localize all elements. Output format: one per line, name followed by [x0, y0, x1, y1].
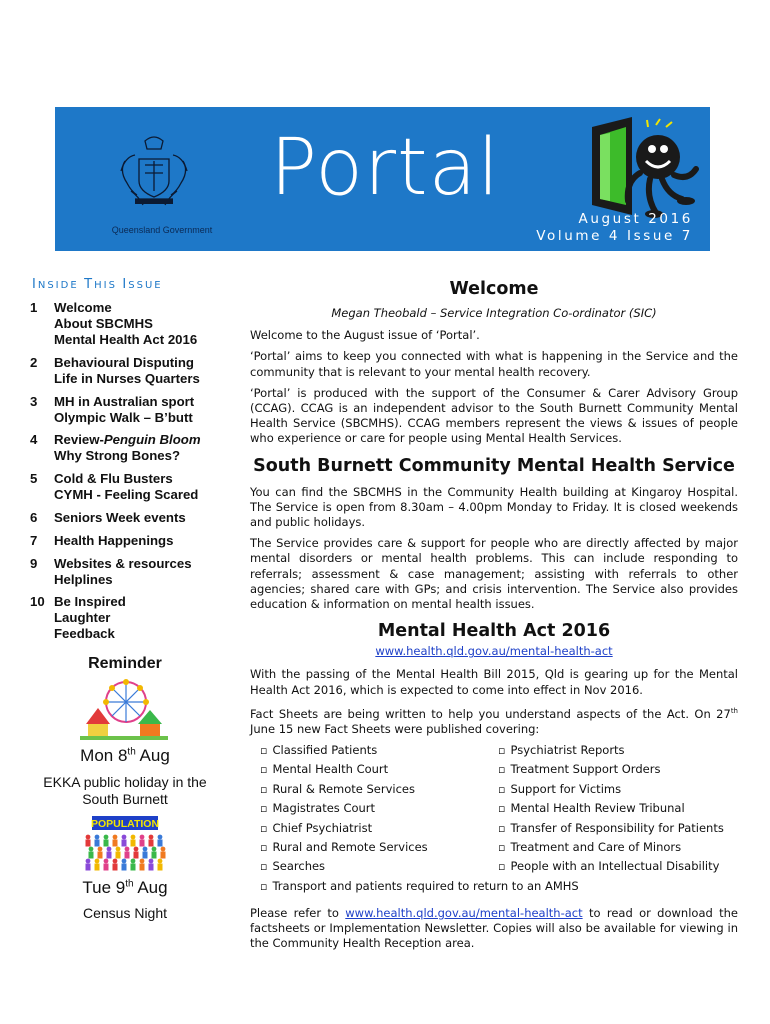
issue-volume: Volume 4 Issue 7 — [536, 228, 693, 244]
event-month: Aug — [133, 878, 168, 897]
person-figure — [143, 847, 148, 859]
person-figure — [86, 835, 91, 847]
welcome-byline: Megan Theobald – Service Integration Co-ordinator (SIC) — [331, 306, 657, 320]
factsheets-link[interactable]: www.health.qld.gov.au/mental-health-act — [345, 906, 583, 921]
ferris-wheel-icon — [80, 678, 168, 740]
fact-sheet-item: ▫ Mental Health Review Tribunal — [488, 801, 738, 816]
person-figure — [140, 859, 145, 871]
person-figure — [161, 847, 166, 859]
closing-text: Please refer to — [250, 906, 346, 921]
toc-entries — [54, 300, 197, 348]
main-content — [250, 278, 738, 958]
toc-entries — [54, 594, 126, 642]
fact-sheet-list — [250, 743, 738, 894]
event-day: Mon 8 — [80, 746, 128, 765]
person-figure — [89, 847, 94, 859]
toc-page-number: 7 — [30, 532, 38, 548]
person-figure — [140, 835, 145, 847]
toc-entries — [54, 394, 194, 426]
person-figure — [158, 859, 163, 871]
toc-page-number: 2 — [30, 354, 38, 370]
event-month: Aug — [135, 746, 170, 765]
toc-entry: Helplines — [54, 571, 113, 587]
fact-sheet-item: ▫ Rural and Remote Services — [250, 840, 488, 855]
newsletter-title: Portal — [270, 123, 501, 213]
person-figure — [107, 847, 112, 859]
toc-entry: Health Happenings — [54, 532, 174, 548]
toc-entry: Why Strong Bones? — [54, 448, 181, 464]
toc-page-number: 5 — [30, 471, 38, 487]
person-figure — [152, 847, 157, 859]
toc-entry: Life in Nurses Quarters — [54, 370, 200, 386]
fact-sheet-item: ▫ Support for Victims — [488, 782, 738, 797]
toc-entry: CYMH - Feeling Scared — [54, 487, 199, 503]
person-figure — [86, 859, 91, 871]
inside-this-issue-heading: INSIDE THIS ISSUE — [32, 277, 163, 292]
fact-sheet-item: ▫ Magistrates Court — [250, 801, 488, 816]
person-figure — [104, 859, 109, 871]
toc-entry: Welcome — [54, 300, 112, 315]
ordinal-suffix: th — [730, 706, 738, 715]
toc-entry: Behavioural Disputing — [54, 354, 194, 370]
person-figure — [95, 859, 100, 871]
event-description-ekka: EKKA public holiday in the South Burnett — [43, 774, 207, 807]
welcome-paragraph: ‘Portal’ aims to keep you connected with what is happening in the Service and the community that is relevant to your mental health recovery. — [250, 349, 738, 379]
fact-sheet-item: ▫ Rural & Remote Services — [250, 782, 488, 797]
mascot-door-icon — [540, 113, 700, 219]
toc-item — [30, 355, 230, 387]
mha-paragraph — [250, 704, 738, 737]
toc-entry: Review-Penguin Bloom — [54, 432, 201, 448]
fact-sheet-item: ▫ People with an Intellectual Disability — [488, 859, 738, 874]
person-figure — [104, 835, 109, 847]
welcome-paragraph: ‘Portal’ is produced with the support of the Consumer & Carer Advisory Group (CCAG). CCAG is an independent advisor to the South Burnett Community Mental Health Service (SBCMHS). CCAG members represent the views & issues of people who experience or care for people using Mental Health Services. — [250, 385, 738, 446]
issue-info — [536, 211, 693, 245]
toc-entries — [54, 355, 200, 387]
person-figure — [122, 859, 127, 871]
toc-entries — [54, 432, 201, 464]
person-figure — [149, 859, 154, 871]
reminder-heading: Reminder — [88, 655, 162, 672]
header-banner — [55, 107, 710, 251]
toc-entry: Cold & Flu Busters — [54, 471, 173, 487]
person-figure — [98, 847, 103, 859]
toc-page-number: 3 — [30, 393, 38, 409]
toc-page-number: 1 — [30, 300, 38, 315]
person-figure — [158, 835, 163, 847]
queensland-crest-icon — [115, 131, 193, 211]
mha-closing-paragraph — [250, 906, 738, 952]
toc-item — [30, 533, 230, 549]
event-date-ekka — [30, 746, 220, 766]
person-figure — [113, 859, 118, 871]
person-figure — [122, 835, 127, 847]
sidebar — [30, 277, 230, 649]
fact-sheet-item: ▫ Chief Psychiatrist — [250, 821, 488, 836]
event-description-census: Census Night — [82, 905, 168, 921]
toc-item — [30, 394, 230, 426]
welcome-paragraph: Welcome to the August issue of ‘Portal’. — [250, 328, 480, 343]
government-label: Queensland Government — [111, 225, 213, 235]
toc-entry: Feedback — [54, 626, 115, 642]
toc-page-number: 10 — [30, 594, 45, 610]
person-figure — [131, 859, 136, 871]
toc-item — [30, 471, 230, 503]
toc-page-number: 6 — [30, 509, 38, 525]
fact-sheet-item: ▫ Treatment Support Orders — [488, 762, 738, 777]
fact-sheet-item: ▫ Psychiatrist Reports — [488, 743, 738, 758]
toc-entry: Seniors Week events — [54, 509, 186, 525]
toc-item — [30, 300, 230, 348]
toc-item — [30, 556, 230, 588]
closing-text: to read or download the factsheets or Implementation Newsletter. Copies will also be available for viewing in the Community Health Reception area. — [250, 906, 738, 951]
mha-link-wrapper — [250, 644, 738, 659]
toc-entry: Laughter — [54, 610, 111, 626]
sbcmhs-heading: South Burnett Community Mental Health Service — [253, 455, 735, 476]
event-day-suffix: th — [125, 878, 134, 890]
toc-item — [30, 510, 230, 526]
mha-paragraph: With the passing of the Mental Health Bill 2015, Qld is gearing up for the Mental Health Act 2016, which is expected to come into effect in Nov 2016. — [250, 667, 738, 697]
toc-entries — [54, 533, 173, 549]
sbcmhs-paragraph: You can find the SBCMHS in the Community Health building at Kingaroy Hospital. The Service is open from 8.30am – 4.00pm Monday to Friday. It is closed weekends and public holidays. — [250, 484, 738, 530]
fact-sheet-item: ▫ Transfer of Responsibility for Patients — [488, 821, 738, 836]
population-label: POPULATION — [90, 818, 160, 830]
welcome-heading: Welcome — [449, 279, 539, 299]
toc-entry: About SBCMHS — [54, 316, 153, 331]
sbcmhs-paragraph: The Service provides care & support for people who are directly affected by major mental disorders or mental health problems. This can include responding to referrals; assessment & case management; assisting with referrals to other agencies; shared care with GPs; and crisis intervention. The Service also provides education & information on mental health issues. — [250, 536, 738, 612]
toc-entry: Mental Health Act 2016 — [54, 332, 198, 347]
person-figure — [149, 835, 154, 847]
event-day: Tue 9 — [82, 878, 126, 897]
issue-date: August 2016 — [578, 211, 693, 227]
person-figure — [113, 835, 118, 847]
mha-website-link[interactable]: www.health.qld.gov.au/mental-health-act — [375, 644, 613, 659]
fact-sheet-item: ▫ Treatment and Care of Minors — [488, 840, 738, 855]
toc-item — [30, 432, 230, 464]
mha-heading: Mental Health Act 2016 — [377, 621, 611, 642]
toc-page-number: 9 — [30, 555, 38, 571]
toc-entry: Websites & resources — [54, 555, 192, 571]
mha-paragraph-text: June 15 new Fact Sheets were published covering: — [250, 721, 540, 736]
event-date-census — [30, 878, 220, 898]
person-figure — [95, 835, 100, 847]
fact-sheet-item: ▫ Mental Health Court — [250, 762, 488, 777]
toc-entry: Be Inspired — [54, 594, 126, 610]
fact-sheet-item: ▫ Classified Patients — [250, 743, 488, 758]
toc-entries — [54, 510, 186, 526]
mha-paragraph-text: Fact Sheets are being written to help you understand aspects of the Act. On 27 — [250, 706, 731, 721]
fact-sheet-item: ▫ Transport and patients required to return to an AMHS — [250, 879, 738, 894]
toc-entry: Olympic Walk – B’butt — [54, 409, 193, 425]
toc-page-number: 4 — [30, 432, 38, 448]
toc-entries — [54, 556, 192, 588]
population-census-icon — [82, 815, 168, 873]
toc-entry: MH in Australian sport — [54, 393, 195, 409]
event-day-suffix: th — [127, 746, 136, 758]
fact-sheet-item: ▫ Searches — [250, 859, 488, 874]
table-of-contents — [30, 300, 230, 642]
person-figure — [116, 847, 121, 859]
person-figure — [125, 847, 130, 859]
toc-entries — [54, 471, 198, 503]
toc-item — [30, 594, 230, 642]
person-figure — [134, 847, 139, 859]
person-figure — [131, 835, 136, 847]
